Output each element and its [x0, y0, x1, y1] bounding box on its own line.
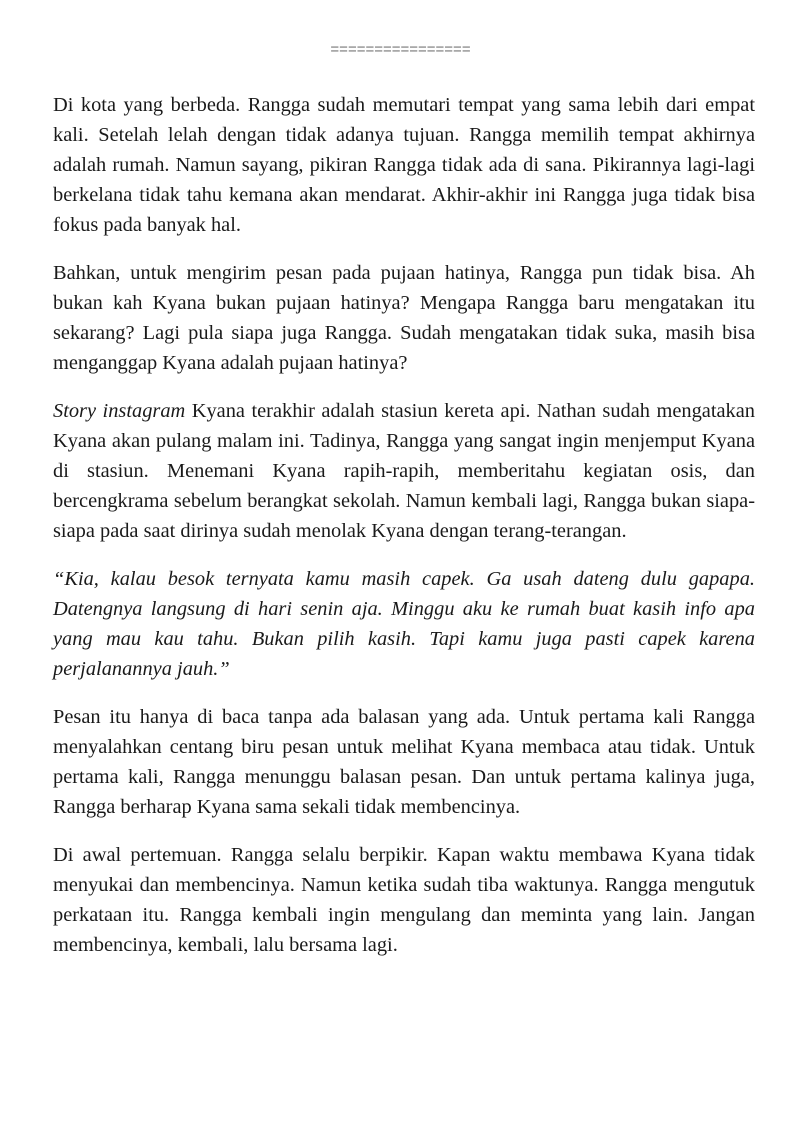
paragraph-6: Di awal pertemuan. Rangga selalu berpikir. Kapan waktu membawa Kyana tidak menyukai dan membencinya. Namun ketika sudah tiba waktunya. Rangga mengutuk perkataan itu. Rangga kembali ingin mengulang dan meminta yang lain. Jangan membencinya, kembali, lalu bersama lagi.: [53, 844, 755, 956]
story-text: [53, 90, 755, 978]
paragraph-2: Bahkan, untuk mengirim pesan pada pujaan hatinya, Rangga pun tidak bisa. Ah bukan kah Kyana bukan pujaan hatinya? Mengapa Rangga baru mengatakan itu sekarang? Lagi pula siapa juga Rangga. Sudah mengatakan tidak suka, masih bisa menganggap Kyana adalah pujaan hatinya?: [53, 262, 755, 374]
paragraph-5: Pesan itu hanya di baca tanpa ada balasan yang ada. Untuk pertama kali Rangga menyalahkan centang biru pesan untuk melihat Kyana membaca atau tidak. Untuk pertama kali, Rangga menunggu balasan pesan. Dan untuk pertama kalinya juga, Rangga berharap Kyana sama sekali tidak membencinya.: [53, 706, 755, 818]
paragraph-3: [53, 396, 755, 546]
paragraph-3-body: Kyana terakhir adalah stasiun kereta api. Nathan sudah mengatakan Kyana akan pulang malam ini. Tadinya, Rangga yang sangat ingin menjemput Kyana di stasiun. Menemani Kyana rapih-rapih, memberitahu kegiatan osis, dan bercengkrama sebelum berangkat sekolah. Namun kembali lagi, Rangga bukan siapa-siapa pada saat dirinya sudah menolak Kyana dengan terang-terangan.: [53, 400, 755, 542]
quoted-message: “Kia, kalau besok ternyata kamu masih capek. Ga usah dateng dulu gapapa. Datengnya langsung di hari senin aja. Minggu aku ke rumah buat kasih info apa yang mau kau tahu. Bukan pilih kasih. Tapi kamu juga pasti capek karena perjalanannya jauh.”: [53, 568, 755, 680]
section-separator: ================: [330, 41, 471, 58]
story-instagram-emphasis: Story instagram: [53, 400, 186, 422]
paragraph-1: Di kota yang berbeda. Rangga sudah memutari tempat yang sama lebih dari empat kali. Setelah lelah dengan tidak adanya tujuan. Rangga memilih tempat akhirnya adalah rumah. Namun sayang, pikiran Rangga tidak ada di sana. Pikirannya lagi-lagi berkelana tidak tahu kemana akan mendarat. Akhir-akhir ini Rangga juga tidak bisa fokus pada banyak hal.: [53, 94, 755, 236]
